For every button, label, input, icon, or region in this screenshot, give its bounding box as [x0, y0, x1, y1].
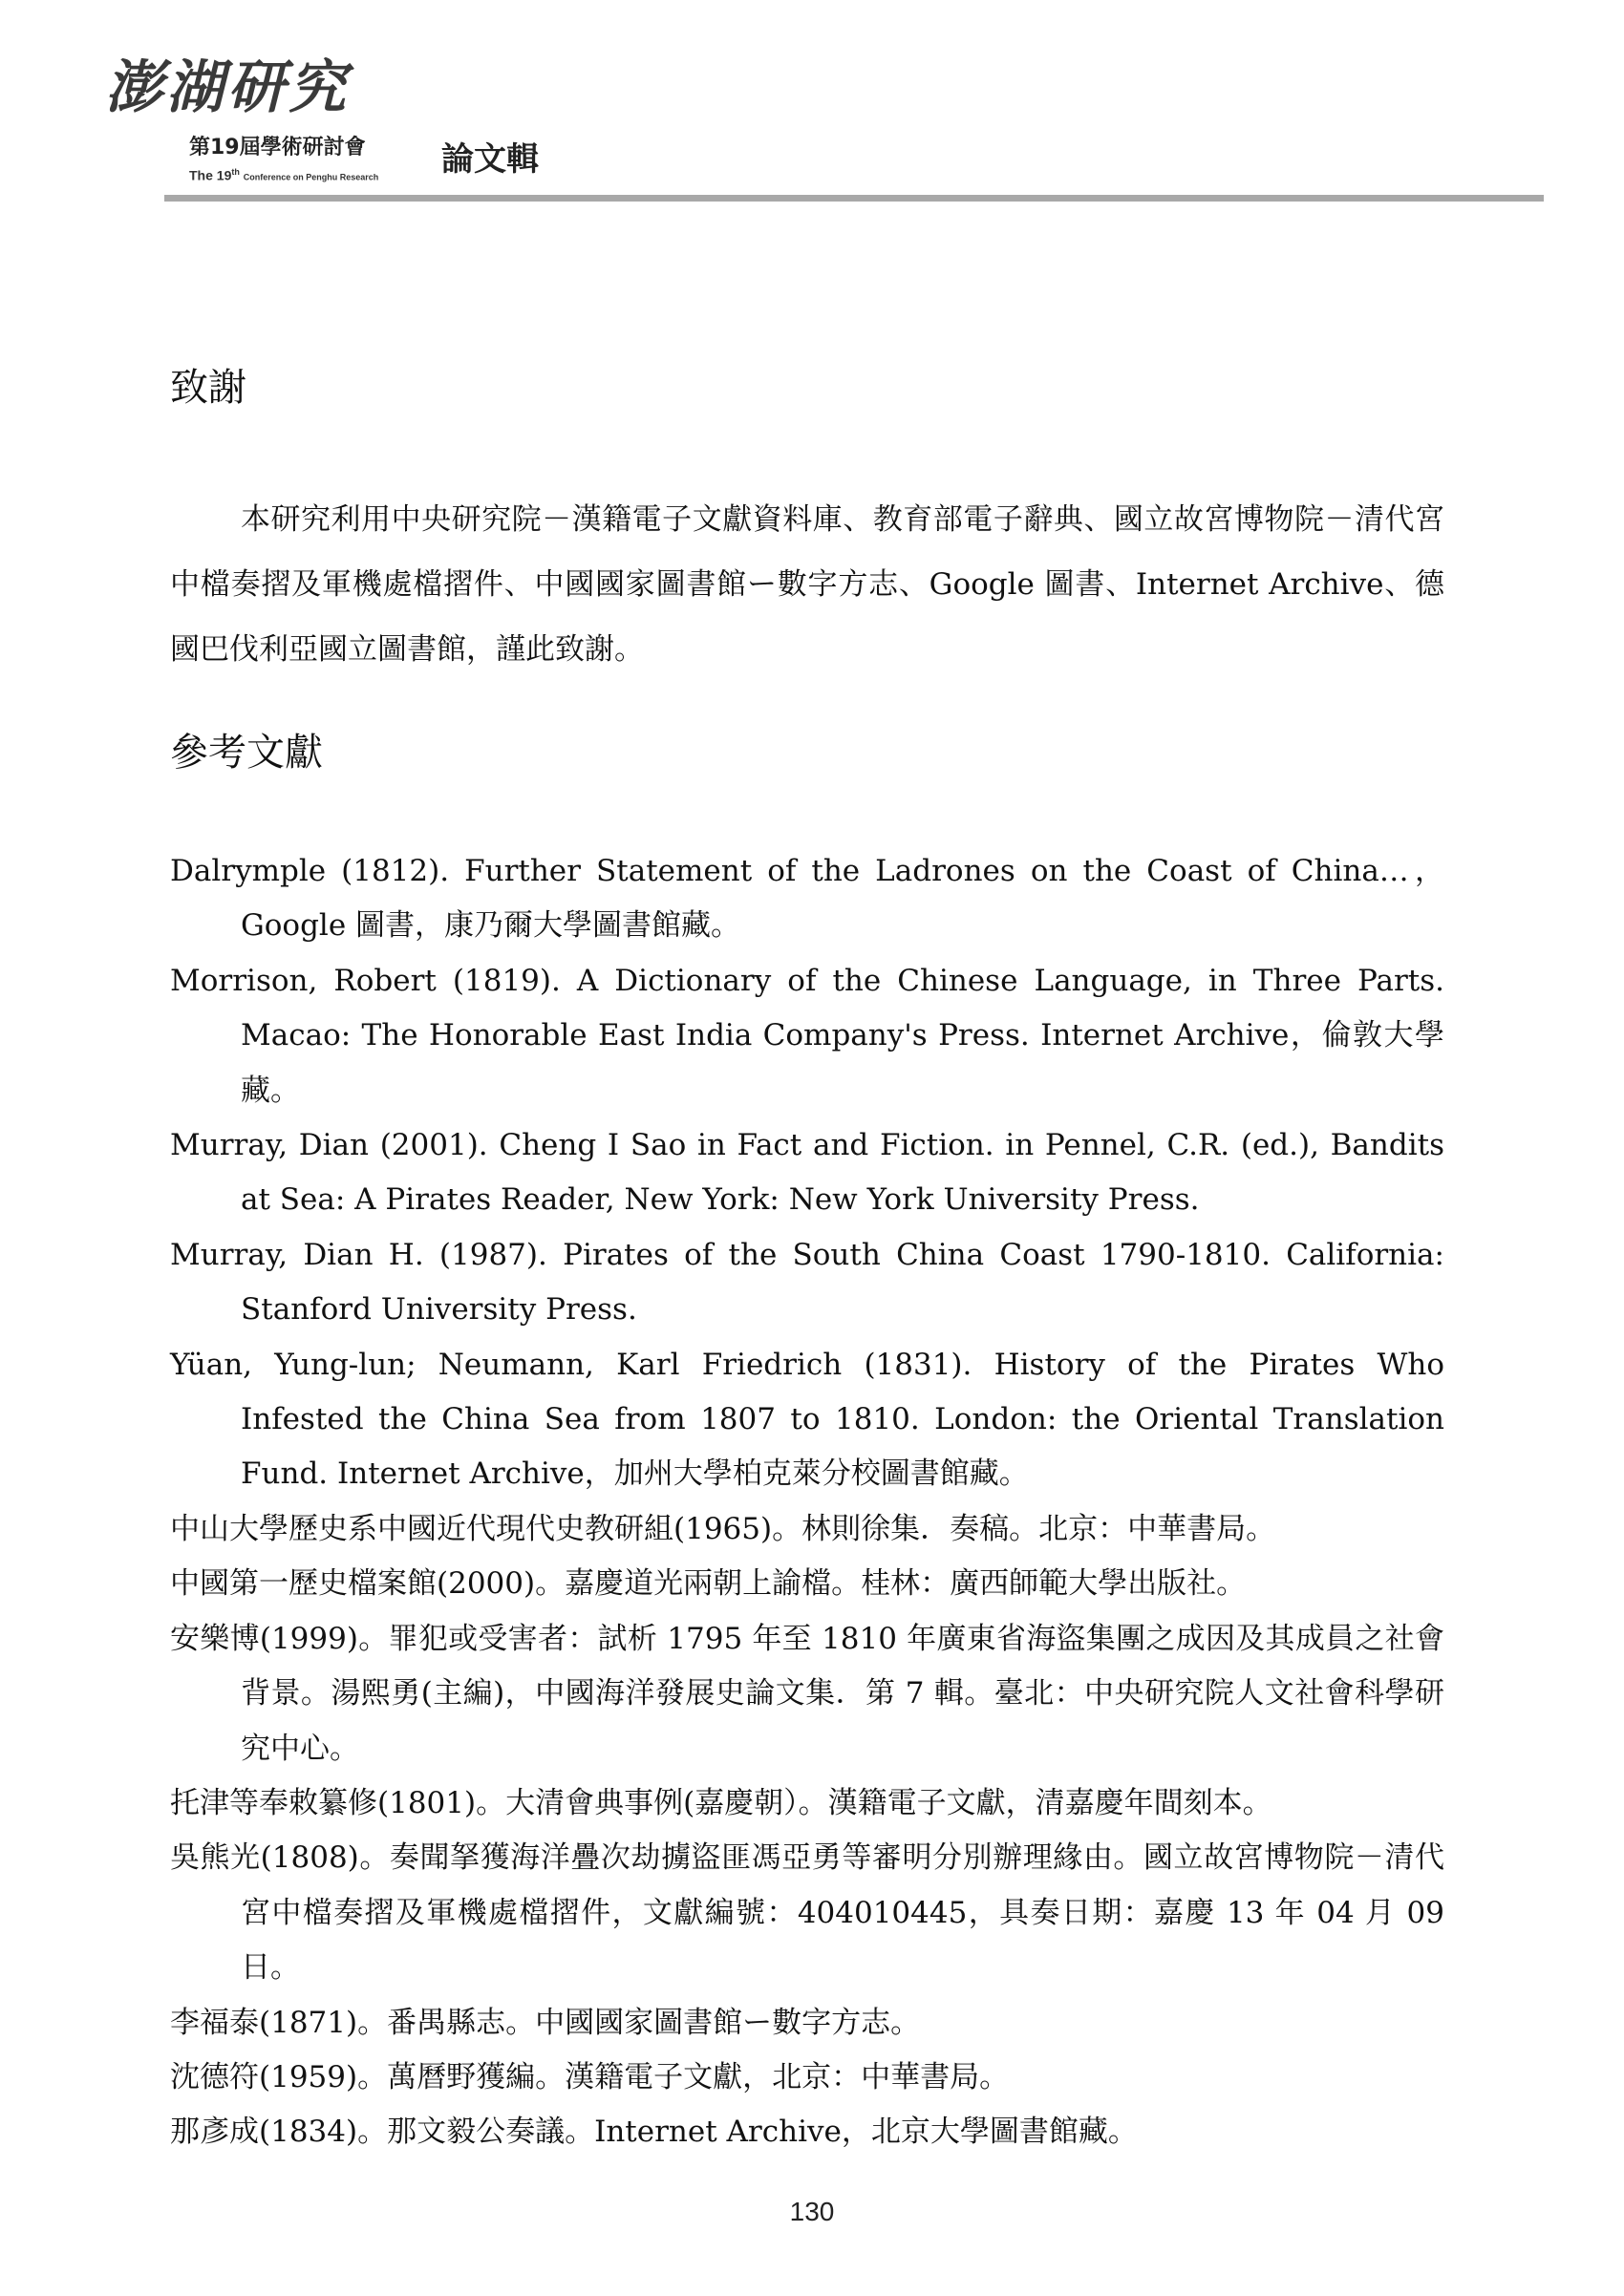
reference-item: 托津等奉敕纂修(1801)。大清會典事例(嘉慶朝）。漢籍電子文獻，清嘉慶年間刻本。	[170, 1785, 1272, 1820]
acknowledgements-heading: 致謝	[170, 366, 246, 410]
reference-item: 中山大學歷史系中國近代現代史教研組(1965)。林則徐集．奏稿。北京：中華書局。	[170, 1511, 1276, 1546]
references-heading: 參考文獻	[170, 731, 323, 775]
reference-item: 吳熊光(1808)。奏聞拏獲海洋疊次劫擄盜匪馮亞勇等審明分別辦理緣由。國立故宮博物院－清代宮中檔奏摺及軍機處檔摺件，文獻編號：404010445，具奏日期：嘉慶 13 年 04 月 09 日。	[170, 1840, 1444, 1986]
conference-en-prefix: The 19	[189, 167, 232, 183]
reference-item: 沈德符(1959)。萬曆野獲編。漢籍電子文獻，北京：中華書局。	[170, 2059, 1010, 2094]
header-divider	[164, 195, 1544, 202]
reference-item: 安樂博(1999)。罪犯或受害者：試析 1795 年至 1810 年廣東省海盜集團之成因及其成員之社會背景。湯熙勇(主編)，中國海洋發展史論文集．第 7 輯。臺北：中央研究院人文社會科學研究中心。	[170, 1621, 1444, 1766]
journal-logo-title: 澎湖研究	[105, 54, 350, 121]
conference-title-english	[189, 168, 378, 182]
running-header	[105, 54, 1538, 202]
reference-item: Morrison, Robert (1819). A Dictionary of the Chinese Language, in Three Parts. Macao: The Honorable East India Company's Press. Internet Archive，倫敦大學藏。	[170, 963, 1444, 1108]
reference-list	[170, 844, 1444, 2160]
reference-item: Murray, Dian (2001). Cheng I Sao in Fact and Fiction. in Pennel, C.R. (ed.), Bandits at Sea: A Pirates Reader, New York: New York University Press.	[170, 1128, 1444, 1218]
acknowledgements-paragraph: 本研究利用中央研究院－漢籍電子文獻資料庫、教育部電子辭典、國立故宮博物院－清代宮中檔奏摺及軍機處檔摺件、中國國家圖書館ー數字方志、Google 圖書、Internet Archive、德國巴伐利亞國立圖書館，謹此致謝。	[170, 502, 1444, 667]
reference-item: Dalrymple (1812). Further Statement of the Ladrones on the Coast of China…，Google 圖書，康乃爾大學圖書館藏。	[170, 854, 1444, 944]
conference-title-chinese: 第19屆學術研討會	[189, 136, 366, 159]
proceedings-label: 論文輯	[441, 140, 539, 179]
page-number: 130	[789, 2197, 835, 2226]
conference-en-ordinal: th	[231, 167, 240, 177]
reference-item: 李福泰(1871)。番禺縣志。中國國家圖書館ー數字方志。	[170, 2005, 921, 2040]
reference-item: Murray, Dian H. (1987). Pirates of the South China Coast 1790-1810. California: Stanford University Press.	[170, 1237, 1444, 1328]
reference-item: 中國第一歷史檔案館(2000)。嘉慶道光兩朝上諭檔。桂林：廣西師範大學出版社。	[170, 1566, 1247, 1602]
conference-en-rest: Conference on Penghu Research	[243, 172, 379, 182]
reference-item: Yüan, Yung-lun; Neumann, Karl Friedrich (1831). History of the Pirates Who Infested the China Sea from 1807 to 1810. London: the Oriental Translation Fund. Internet Archive，加州大學柏克萊分校圖書館藏。	[170, 1347, 1444, 1492]
reference-item: 那彥成(1834)。那文毅公奏議。Internet Archive，北京大學圖書館藏。	[170, 2115, 1138, 2150]
